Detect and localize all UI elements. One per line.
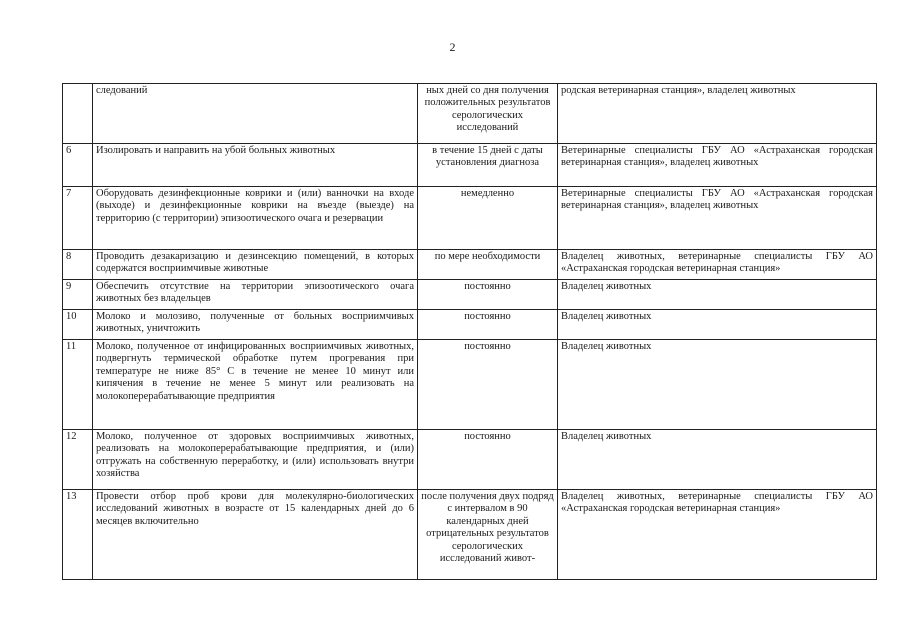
table-row [63, 280, 877, 310]
row-term: ных дней со дня получения положительных результатов серологических исследований [418, 84, 558, 144]
table-row [63, 490, 877, 580]
row-action: Молоко, полученное от здоровых восприимчивых животных, реализовать на молокоперерабатывающие предприятия, и (или) отгружать на собственную переработку, и (или) использовать внутри хозяйства [93, 430, 418, 490]
row-action: Молоко и молозиво, полученные от больных восприимчивых животных, уничтожить [93, 310, 418, 340]
table-row [63, 430, 877, 490]
row-responsible: Владелец животных [558, 340, 877, 430]
table-row [63, 250, 877, 280]
row-number: 6 [63, 144, 93, 187]
row-number: 9 [63, 280, 93, 310]
row-term: по мере необходимости [418, 250, 558, 280]
row-term: в течение 15 дней с даты установления диагноза [418, 144, 558, 187]
row-action: Оборудовать дезинфекционные коврики и (или) ванночки на входе (выходе) и дезинфекционные коврики на въезде (выезде) на территорию (с территории) эпизоотического очага и резервации [93, 187, 418, 250]
row-responsible: родская ветеринарная станция», владелец животных [558, 84, 877, 144]
row-term: немедленно [418, 187, 558, 250]
row-action: Проводить дезакаризацию и дезинсекцию помещений, в которых содержатся восприимчивые животные [93, 250, 418, 280]
row-responsible: Ветеринарные специалисты ГБУ АО «Астраханская городская ветеринарная станция», владелец животных [558, 187, 877, 250]
table-row [63, 84, 877, 144]
row-term: после получения двух подряд с интервалом в 90 календарных дней отрицательных результатов серологических исследований живот- [418, 490, 558, 580]
row-action: Обеспечить отсутствие на территории эпизоотического очага животных без владельцев [93, 280, 418, 310]
table-row [63, 144, 877, 187]
row-term: постоянно [418, 280, 558, 310]
row-action: Молоко, полученное от инфицированных восприимчивых животных, подвергнуть термической обработке путем прогревания при температуре не ниже 85° С в течение не менее 10 минут или кипячения в течение не менее 5 минут или реализовать на молокоперерабатывающие предприятия [93, 340, 418, 430]
row-action: следований [93, 84, 418, 144]
row-number: 11 [63, 340, 93, 430]
row-term: постоянно [418, 310, 558, 340]
row-responsible: Владелец животных, ветеринарные специалисты ГБУ АО «Астраханская городская ветеринарная станция» [558, 490, 877, 580]
row-term: постоянно [418, 340, 558, 430]
row-responsible: Ветеринарные специалисты ГБУ АО «Астраханская городская ветеринарная станция», владелец животных [558, 144, 877, 187]
table-row [63, 340, 877, 430]
row-action: Изолировать и направить на убой больных животных [93, 144, 418, 187]
row-number: 8 [63, 250, 93, 280]
row-responsible: Владелец животных [558, 310, 877, 340]
row-responsible: Владелец животных [558, 280, 877, 310]
table-row [63, 310, 877, 340]
row-responsible: Владелец животных [558, 430, 877, 490]
row-action: Провести отбор проб крови для молекулярно-биологических исследований животных в возрасте от 15 календарных дней до 6 месяцев включительно [93, 490, 418, 580]
row-term: постоянно [418, 430, 558, 490]
row-responsible: Владелец животных, ветеринарные специалисты ГБУ АО «Астраханская городская ветеринарная станция» [558, 250, 877, 280]
row-number: 12 [63, 430, 93, 490]
row-number: 10 [63, 310, 93, 340]
table-row [63, 187, 877, 250]
row-number: 7 [63, 187, 93, 250]
measures-table [62, 83, 877, 580]
row-number: 13 [63, 490, 93, 580]
row-number [63, 84, 93, 144]
page-number: 2 [449, 40, 456, 54]
